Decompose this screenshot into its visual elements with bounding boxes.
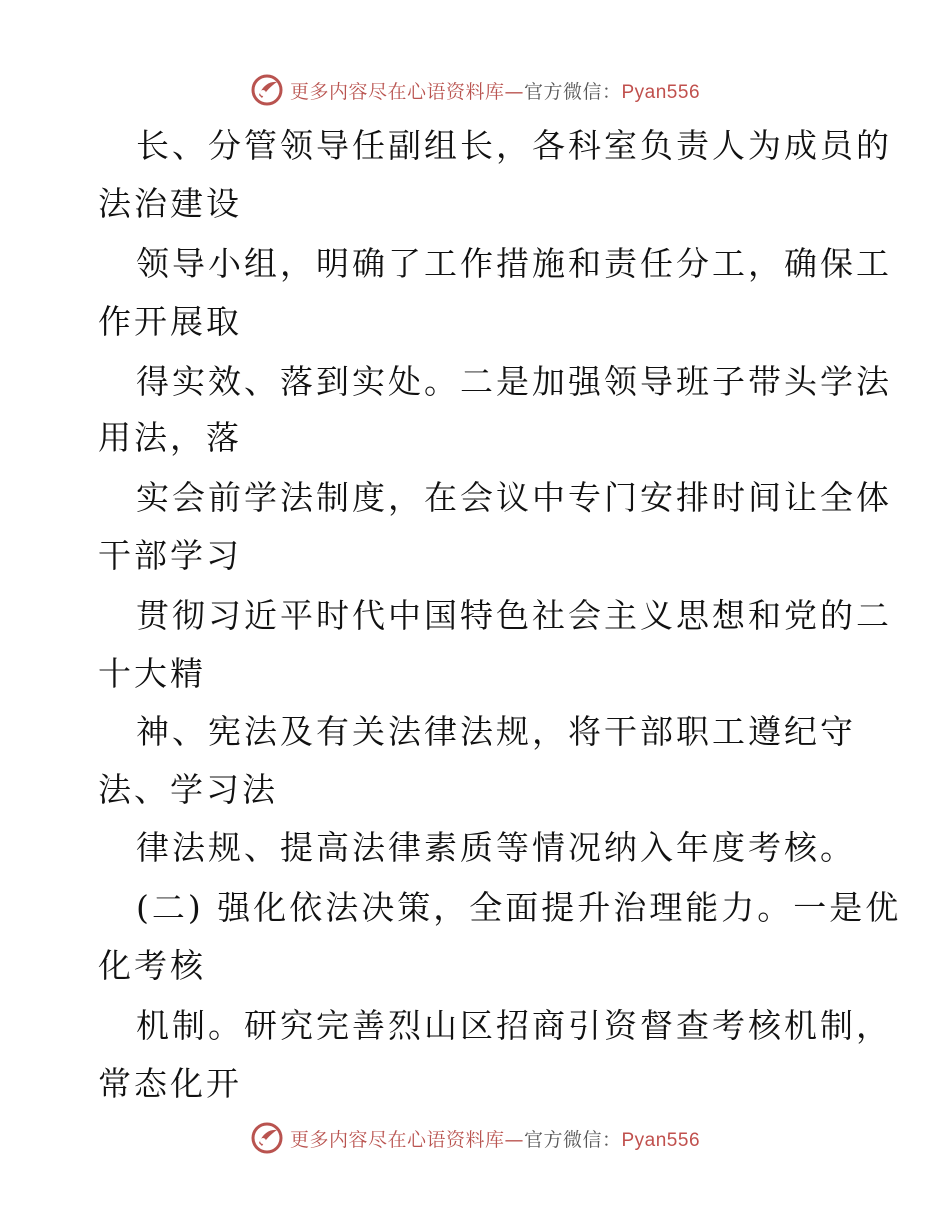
body-line: 作开展取	[98, 302, 242, 341]
watermark-dash: —	[504, 1128, 524, 1151]
body-line: 实会前学法制度，在会议中专门安排时间让全体	[136, 478, 892, 517]
body-line: 机制。研究完善烈山区招商引资督查考核机制，	[136, 1006, 892, 1045]
brush-seal-icon	[250, 1121, 284, 1155]
footer-watermark	[0, 1118, 950, 1158]
body-line: 常态化开	[98, 1064, 242, 1103]
watermark-main: 更多内容尽在心语资料库	[289, 1128, 505, 1151]
body-line: (二) 强化依法决策，全面提升治理能力。一是优	[136, 888, 902, 927]
watermark-id: Pyan556	[621, 81, 701, 103]
body-line: 贯彻习近平时代中国特色社会主义思想和党的二	[136, 596, 892, 635]
watermark-label: 官方微信：	[523, 1128, 622, 1151]
body-line: 领导小组，明确了工作措施和责任分工，确保工	[136, 244, 892, 283]
body-line: 律法规、提高法律素质等情况纳入年度考核。	[136, 828, 856, 867]
body-line: 十大精	[98, 654, 206, 693]
brush-seal-icon	[250, 73, 284, 107]
watermark-text	[290, 1125, 700, 1152]
body-line: 用法，落	[98, 418, 242, 457]
body-line: 化考核	[98, 946, 206, 985]
body-line: 法治建设	[98, 184, 242, 223]
watermark-label: 官方微信：	[523, 80, 622, 103]
body-line: 得实效、落到实处。二是加强领导班子带头学法	[136, 362, 892, 401]
header-watermark	[0, 70, 950, 110]
watermark-text	[290, 77, 700, 104]
body-line: 法、学习法	[98, 770, 278, 809]
watermark-id: Pyan556	[621, 1129, 701, 1151]
body-line: 神、宪法及有关法律法规，将干部职工遵纪守	[136, 712, 856, 751]
watermark-dash: —	[504, 80, 524, 103]
watermark-main: 更多内容尽在心语资料库	[289, 80, 505, 103]
body-line: 干部学习	[98, 536, 242, 575]
body-line: 长、分管领导任副组长，各科室负责人为成员的	[136, 126, 892, 165]
